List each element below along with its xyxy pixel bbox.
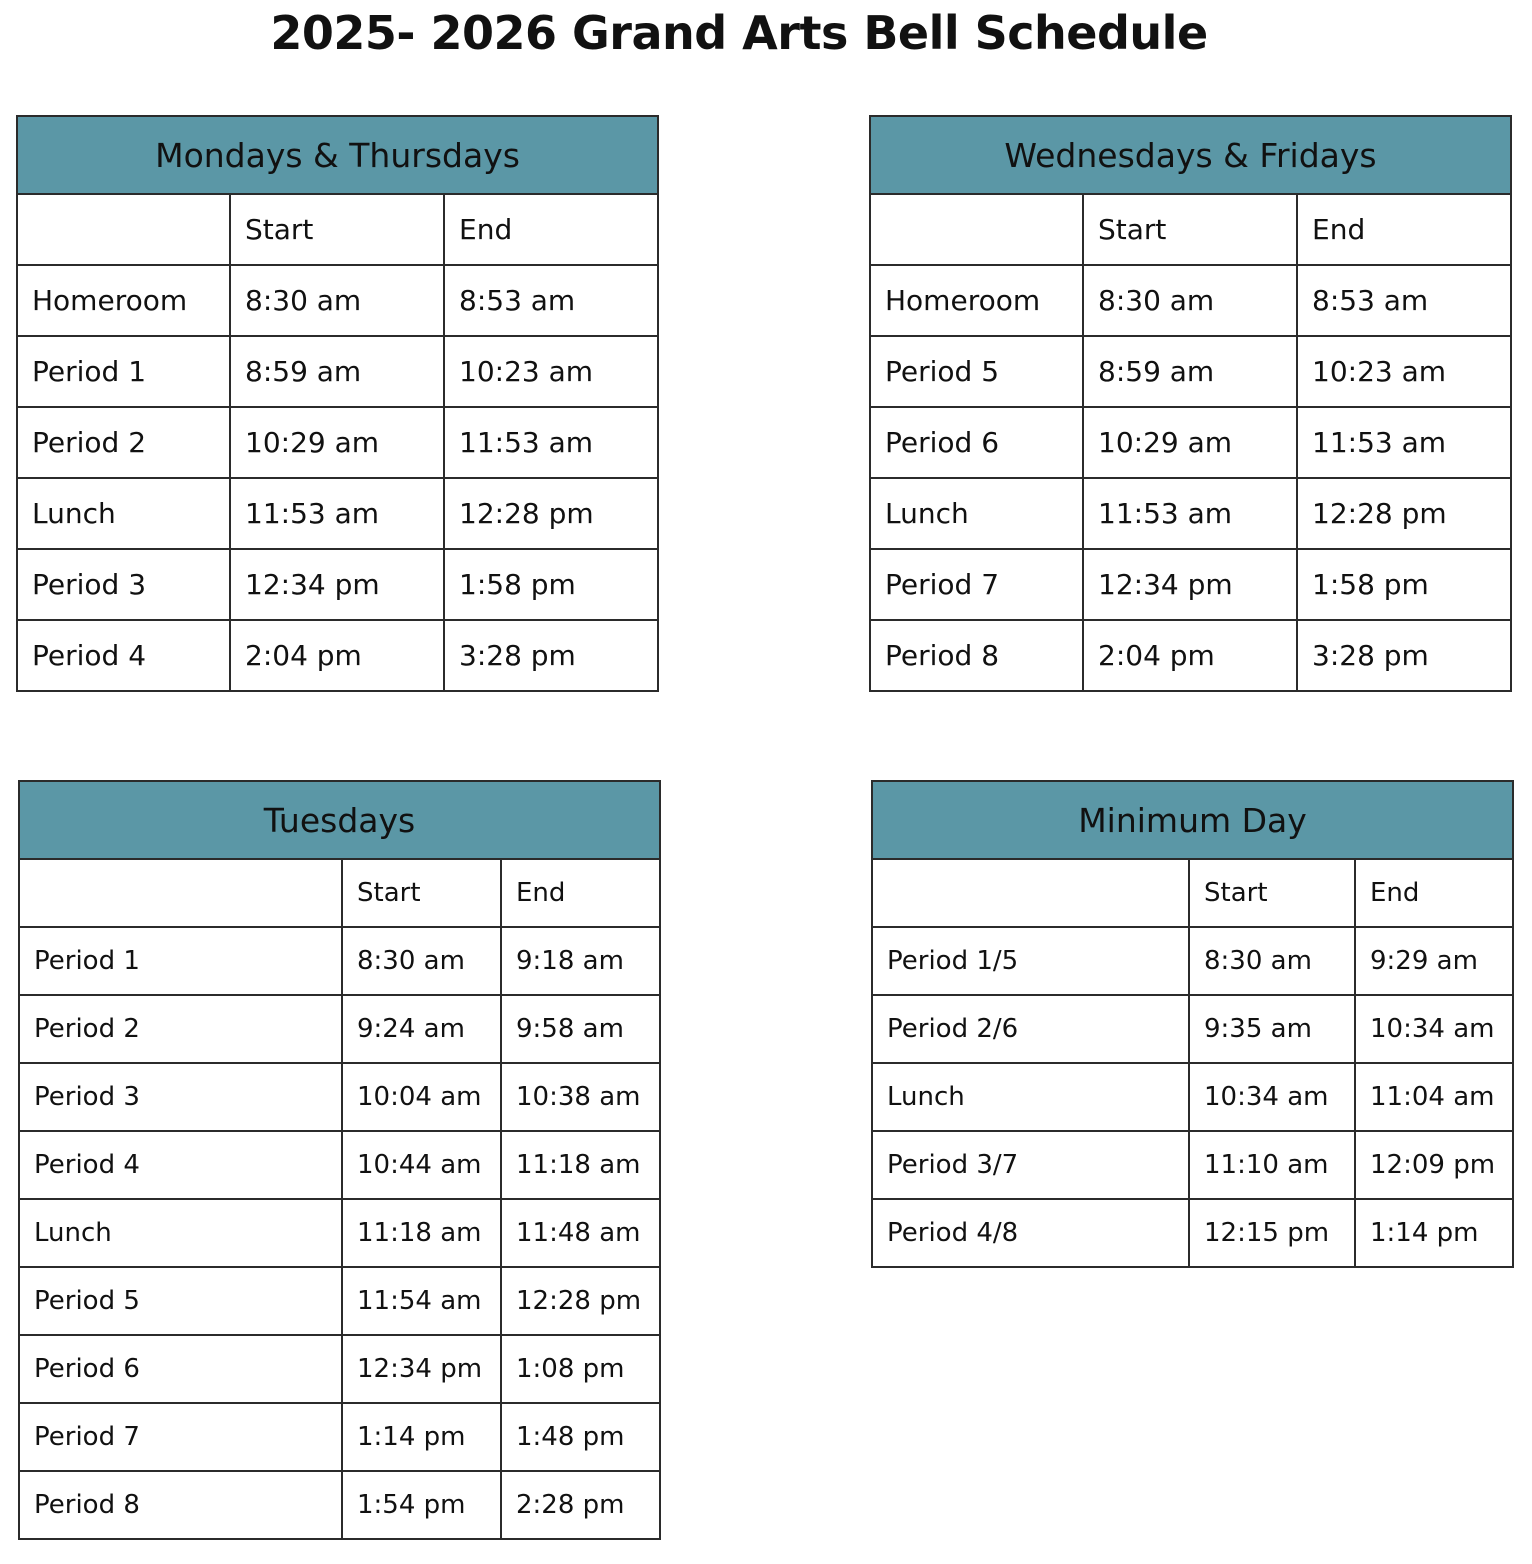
end-time: 2:28 pm xyxy=(501,1471,660,1539)
start-time: 10:29 am xyxy=(1083,407,1297,478)
start-time: 8:30 am xyxy=(342,927,501,995)
start-time: 12:34 pm xyxy=(342,1335,501,1403)
period-label: Period 2 xyxy=(19,995,342,1063)
table-row xyxy=(872,927,1513,995)
period-label: Period 8 xyxy=(870,620,1083,691)
start-time: 10:34 am xyxy=(1189,1063,1355,1131)
start-time: 12:34 pm xyxy=(230,549,444,620)
period-label: Period 8 xyxy=(19,1471,342,1539)
end-time: 3:28 pm xyxy=(444,620,658,691)
end-time: 8:53 am xyxy=(444,265,658,336)
end-time: 11:18 am xyxy=(501,1131,660,1199)
column-header-row xyxy=(19,859,660,927)
period-label: Lunch xyxy=(870,478,1083,549)
start-time: 1:14 pm xyxy=(342,1403,501,1471)
start-time: 12:15 pm xyxy=(1189,1199,1355,1267)
schedule-table-mondays-thursdays xyxy=(16,115,659,692)
end-time: 1:58 pm xyxy=(1297,549,1511,620)
column-header-row xyxy=(870,194,1511,265)
end-time: 10:23 am xyxy=(1297,336,1511,407)
table-row xyxy=(19,1199,660,1267)
table-row xyxy=(17,620,658,691)
column-header-end: End xyxy=(1355,859,1513,927)
table-heading: Wednesdays & Fridays xyxy=(870,116,1511,194)
start-time: 11:18 am xyxy=(342,1199,501,1267)
end-time: 9:58 am xyxy=(501,995,660,1063)
column-header-end: End xyxy=(501,859,660,927)
start-time: 11:53 am xyxy=(230,478,444,549)
table-row xyxy=(19,1403,660,1471)
period-label: Period 6 xyxy=(870,407,1083,478)
column-header-blank xyxy=(17,194,230,265)
start-time: 11:54 am xyxy=(342,1267,501,1335)
column-header-blank xyxy=(872,859,1189,927)
period-label: Period 3 xyxy=(19,1063,342,1131)
table-row xyxy=(872,1199,1513,1267)
table-row xyxy=(872,995,1513,1063)
period-label: Lunch xyxy=(17,478,230,549)
end-time: 1:48 pm xyxy=(501,1403,660,1471)
table-heading: Minimum Day xyxy=(872,781,1513,859)
end-time: 1:14 pm xyxy=(1355,1199,1513,1267)
table-row xyxy=(870,620,1511,691)
period-label: Period 1 xyxy=(17,336,230,407)
end-time: 1:08 pm xyxy=(501,1335,660,1403)
table-row xyxy=(19,1267,660,1335)
start-time: 8:30 am xyxy=(1189,927,1355,995)
column-header-start: Start xyxy=(1083,194,1297,265)
end-time: 1:58 pm xyxy=(444,549,658,620)
end-time: 12:09 pm xyxy=(1355,1131,1513,1199)
period-label: Lunch xyxy=(19,1199,342,1267)
table-row xyxy=(19,1471,660,1539)
start-time: 2:04 pm xyxy=(230,620,444,691)
schedule-table-minimum-day xyxy=(871,780,1514,1268)
table-row xyxy=(870,407,1511,478)
end-time: 12:28 pm xyxy=(444,478,658,549)
column-header-start: Start xyxy=(230,194,444,265)
start-time: 8:59 am xyxy=(1083,336,1297,407)
schedule-table-tuesdays xyxy=(18,780,661,1540)
start-time: 8:30 am xyxy=(230,265,444,336)
end-time: 3:28 pm xyxy=(1297,620,1511,691)
table-row xyxy=(17,407,658,478)
start-time: 10:04 am xyxy=(342,1063,501,1131)
period-label: Period 1 xyxy=(19,927,342,995)
table-row xyxy=(17,336,658,407)
period-label: Period 3 xyxy=(17,549,230,620)
table-heading-row xyxy=(872,781,1513,859)
column-header-start: Start xyxy=(1189,859,1355,927)
column-header-end: End xyxy=(444,194,658,265)
period-label: Period 4/8 xyxy=(872,1199,1189,1267)
end-time: 9:29 am xyxy=(1355,927,1513,995)
table-heading-row xyxy=(17,116,658,194)
table-row xyxy=(19,1063,660,1131)
column-header-row xyxy=(872,859,1513,927)
period-label: Period 2/6 xyxy=(872,995,1189,1063)
column-header-blank xyxy=(19,859,342,927)
table-row xyxy=(19,1335,660,1403)
period-label: Period 5 xyxy=(870,336,1083,407)
start-time: 10:44 am xyxy=(342,1131,501,1199)
table-row xyxy=(872,1063,1513,1131)
table-row xyxy=(17,265,658,336)
page-title: 2025- 2026 Grand Arts Bell Schedule xyxy=(270,6,1208,60)
period-label: Period 1/5 xyxy=(872,927,1189,995)
end-time: 11:53 am xyxy=(1297,407,1511,478)
table-row xyxy=(19,1131,660,1199)
table-row xyxy=(19,995,660,1063)
period-label: Period 7 xyxy=(19,1403,342,1471)
table-row xyxy=(872,1131,1513,1199)
start-time: 11:53 am xyxy=(1083,478,1297,549)
end-time: 12:28 pm xyxy=(1297,478,1511,549)
table-heading-row xyxy=(870,116,1511,194)
start-time: 2:04 pm xyxy=(1083,620,1297,691)
end-time: 10:23 am xyxy=(444,336,658,407)
period-label: Period 4 xyxy=(17,620,230,691)
schedule-table-wednesdays-fridays xyxy=(869,115,1512,692)
table-row xyxy=(870,478,1511,549)
start-time: 10:29 am xyxy=(230,407,444,478)
end-time: 11:53 am xyxy=(444,407,658,478)
period-label: Homeroom xyxy=(17,265,230,336)
start-time: 1:54 pm xyxy=(342,1471,501,1539)
period-label: Period 5 xyxy=(19,1267,342,1335)
period-label: Period 7 xyxy=(870,549,1083,620)
end-time: 10:34 am xyxy=(1355,995,1513,1063)
table-heading: Mondays & Thursdays xyxy=(17,116,658,194)
column-header-start: Start xyxy=(342,859,501,927)
end-time: 11:04 am xyxy=(1355,1063,1513,1131)
column-header-end: End xyxy=(1297,194,1511,265)
period-label: Period 4 xyxy=(19,1131,342,1199)
table-row xyxy=(870,336,1511,407)
period-label: Period 3/7 xyxy=(872,1131,1189,1199)
table-row xyxy=(17,478,658,549)
end-time: 8:53 am xyxy=(1297,265,1511,336)
start-time: 9:24 am xyxy=(342,995,501,1063)
period-label: Homeroom xyxy=(870,265,1083,336)
column-header-blank xyxy=(870,194,1083,265)
period-label: Period 2 xyxy=(17,407,230,478)
column-header-row xyxy=(17,194,658,265)
table-row xyxy=(17,549,658,620)
start-time: 8:59 am xyxy=(230,336,444,407)
end-time: 10:38 am xyxy=(501,1063,660,1131)
start-time: 12:34 pm xyxy=(1083,549,1297,620)
table-row xyxy=(870,549,1511,620)
table-row xyxy=(19,927,660,995)
end-time: 12:28 pm xyxy=(501,1267,660,1335)
start-time: 8:30 am xyxy=(1083,265,1297,336)
start-time: 9:35 am xyxy=(1189,995,1355,1063)
end-time: 11:48 am xyxy=(501,1199,660,1267)
period-label: Period 6 xyxy=(19,1335,342,1403)
end-time: 9:18 am xyxy=(501,927,660,995)
start-time: 11:10 am xyxy=(1189,1131,1355,1199)
table-heading: Tuesdays xyxy=(19,781,660,859)
table-heading-row xyxy=(19,781,660,859)
table-row xyxy=(870,265,1511,336)
period-label: Lunch xyxy=(872,1063,1189,1131)
